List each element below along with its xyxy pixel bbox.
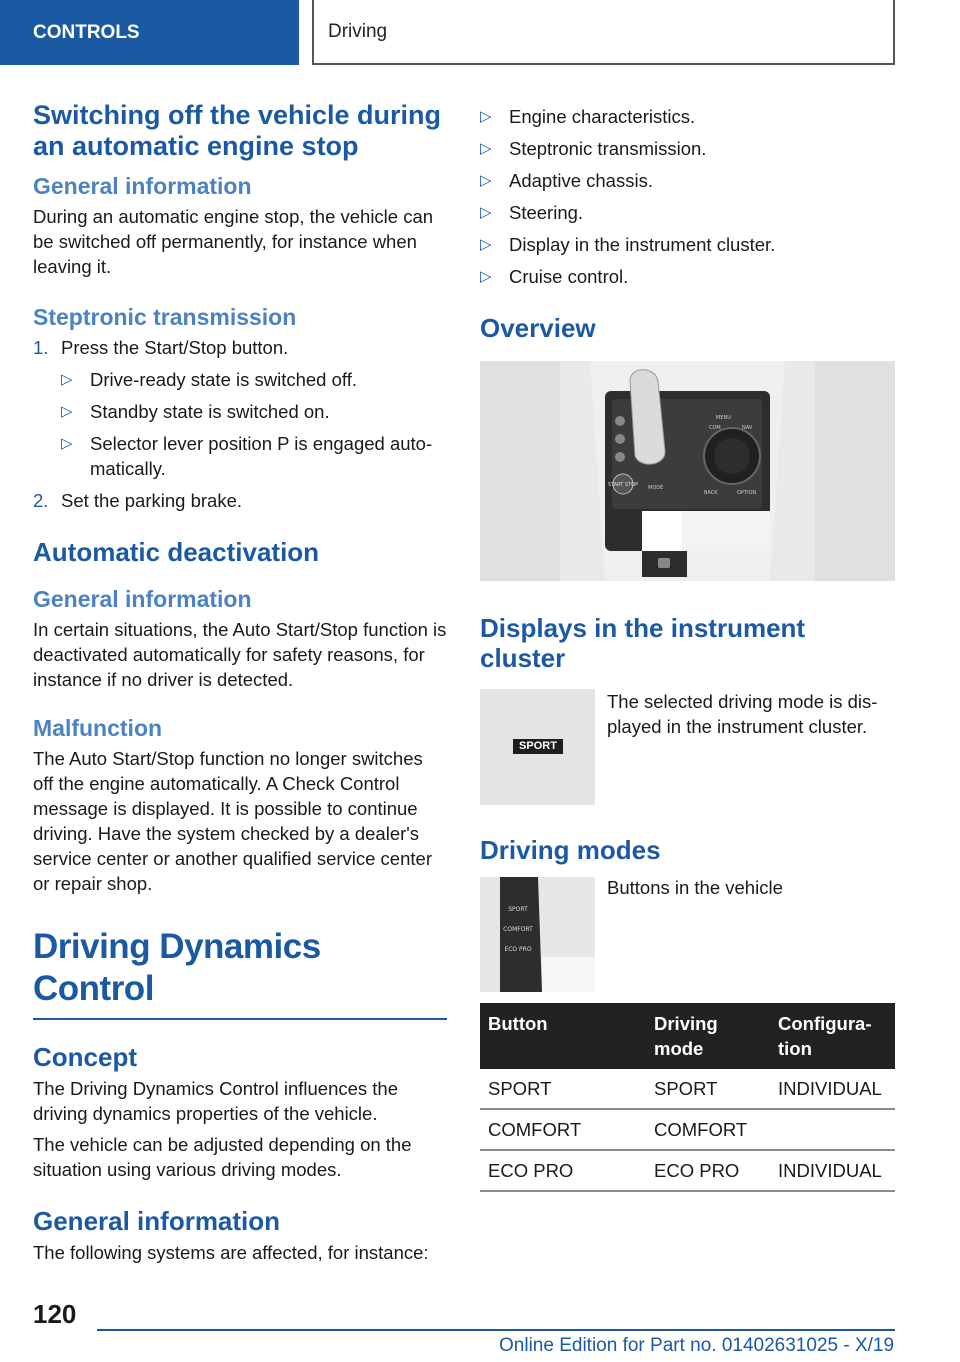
step-bullets bbox=[61, 367, 447, 481]
heading-driving-modes: Driving modes bbox=[480, 835, 661, 865]
paragraph-concept-2: The vehicle can be adjusted depending on the situation using various driving modes. bbox=[33, 1134, 412, 1180]
triangle-bullet-icon: ▷ bbox=[480, 268, 492, 285]
affected-systems-list bbox=[480, 104, 895, 289]
chapter-title: Driving bbox=[328, 20, 388, 42]
heading-driving-dynamics-control: Driving Dynamics Control bbox=[33, 927, 321, 1008]
list-item: ▷ Selector lever position P is engaged automatically. bbox=[61, 433, 433, 479]
section-tab bbox=[0, 0, 299, 65]
paragraph-concept-1: The Driving Dynamics Control influences the driving dynamics properties of the vehicle. bbox=[33, 1078, 399, 1124]
list-item: ▷ Engine characteristics. bbox=[480, 106, 696, 127]
table-row bbox=[480, 1109, 895, 1150]
heading-rule bbox=[33, 1018, 447, 1020]
button-label-comfort: COMFORT bbox=[503, 926, 533, 933]
heading-overview: Overview bbox=[480, 313, 596, 343]
table-cell: SPORT bbox=[646, 1069, 770, 1109]
start-stop-label: START STOP bbox=[607, 482, 639, 488]
table-cell bbox=[770, 1109, 895, 1150]
table-row bbox=[480, 1150, 895, 1191]
left-column bbox=[33, 100, 447, 1265]
step-item bbox=[33, 488, 447, 513]
chapter-header bbox=[312, 0, 895, 65]
column-header: Configuration bbox=[770, 1003, 895, 1069]
list-item: ▷ Cruise control. bbox=[480, 266, 629, 287]
heading-general-information-2: General information bbox=[33, 586, 252, 612]
nav-label: NAV bbox=[742, 425, 753, 431]
table-cell: COMFORT bbox=[646, 1109, 770, 1150]
menu-label: MENU bbox=[716, 415, 731, 421]
steptronic-steps bbox=[33, 335, 447, 513]
option-label: OPTION bbox=[737, 490, 757, 496]
triangle-bullet-icon: ▷ bbox=[480, 140, 492, 157]
triangle-bullet-icon: ▷ bbox=[61, 371, 73, 388]
com-label: COM bbox=[709, 425, 721, 431]
triangle-bullet-icon: ▷ bbox=[61, 435, 73, 452]
step-text: Press the Start/Stop button. bbox=[61, 337, 289, 358]
driving-modes-block bbox=[480, 877, 895, 992]
table-row bbox=[480, 1069, 895, 1109]
heading-switch-off: Switching off the vehicle during an automatic engine stop bbox=[33, 100, 442, 161]
paragraph-malfunction: The Auto Start/Stop function no longer switches off the engine automatically. A Check Control message is displayed. It is possible to continue driving. Have the system checked by a dealer's service center or another qualified service center or repair shop. bbox=[33, 748, 432, 894]
triangle-bullet-icon: ▷ bbox=[480, 172, 492, 189]
edition-text: Online Edition for Part no. 01402631025 - X/19 bbox=[499, 1335, 895, 1356]
heading-displays: Displays in the instrument cluster bbox=[480, 613, 806, 673]
paragraph-general-information-1: During an automatic engine stop, the vehicle can be switched off permanently, for instance when leaving it. bbox=[33, 206, 434, 277]
step-item bbox=[33, 335, 447, 481]
mode-buttons-illustration bbox=[480, 877, 595, 992]
button-label-sport: SPORT bbox=[508, 906, 528, 913]
triangle-bullet-icon: ▷ bbox=[480, 108, 492, 125]
right-column bbox=[480, 100, 895, 1192]
center-console-image bbox=[480, 361, 895, 581]
triangle-bullet-icon: ▷ bbox=[480, 236, 492, 253]
table-cell: COMFORT bbox=[480, 1109, 646, 1150]
center-console-illustration bbox=[480, 361, 895, 581]
heading-malfunction: Malfunction bbox=[33, 715, 163, 741]
heading-general-information-3: General information bbox=[33, 1206, 281, 1236]
footer-rule bbox=[97, 1329, 895, 1331]
list-item: ▷ Steering. bbox=[480, 202, 584, 223]
section-title: CONTROLS bbox=[33, 21, 140, 43]
heading-automatic-deactivation: Automatic deactivation bbox=[33, 537, 320, 567]
mode-label: MODE bbox=[648, 485, 664, 491]
step-number: 1. bbox=[33, 337, 49, 358]
column-header: Button bbox=[480, 1003, 646, 1069]
table-cell: INDIVIDUAL bbox=[770, 1150, 895, 1191]
back-label: BACK bbox=[704, 490, 718, 496]
step-number: 2. bbox=[33, 490, 49, 511]
button-label-eco-pro: ECO PRO bbox=[504, 946, 532, 953]
heading-steptronic: Steptronic transmission bbox=[33, 304, 297, 330]
list-item: ▷ Display in the instrument cluster. bbox=[480, 234, 776, 255]
list-item: ▷ Standby state is switched on. bbox=[61, 401, 330, 422]
paragraph-displays: The selected driving mode is displayed in the instrument cluster. bbox=[607, 691, 878, 737]
table-cell: ECO PRO bbox=[646, 1150, 770, 1191]
paragraph-general-information-2: In certain situations, the Auto Start/Stop function is deactivated automatically for safety reasons, for instance if no driver is detected. bbox=[33, 619, 447, 690]
table-header-row bbox=[480, 1003, 895, 1069]
table-cell: INDIVIDUAL bbox=[770, 1069, 895, 1109]
driving-modes-table bbox=[480, 1003, 895, 1192]
table-cell: SPORT bbox=[480, 1069, 646, 1109]
triangle-bullet-icon: ▷ bbox=[61, 403, 73, 420]
instrument-cluster-image bbox=[480, 689, 595, 805]
paragraph-general-information-3: The following systems are affected, for instance: bbox=[33, 1242, 429, 1263]
column-header: Driving mode bbox=[646, 1003, 770, 1069]
heading-concept: Concept bbox=[33, 1042, 137, 1072]
page-number: 120 bbox=[33, 1299, 77, 1329]
heading-general-information-1: General information bbox=[33, 173, 252, 199]
list-item: ▷ Steptronic transmission. bbox=[480, 138, 707, 159]
sport-mode-badge: SPORT bbox=[513, 739, 563, 754]
list-item: ▷ Drive-ready state is switched off. bbox=[61, 369, 357, 390]
paragraph-driving-modes: Buttons in the vehicle bbox=[607, 877, 783, 898]
table-cell: ECO PRO bbox=[480, 1150, 646, 1191]
triangle-bullet-icon: ▷ bbox=[480, 204, 492, 221]
step-text: Set the parking brake. bbox=[61, 490, 242, 511]
displays-block bbox=[480, 689, 895, 805]
mode-buttons-image bbox=[480, 877, 595, 992]
list-item: ▷ Adaptive chassis. bbox=[480, 170, 653, 191]
